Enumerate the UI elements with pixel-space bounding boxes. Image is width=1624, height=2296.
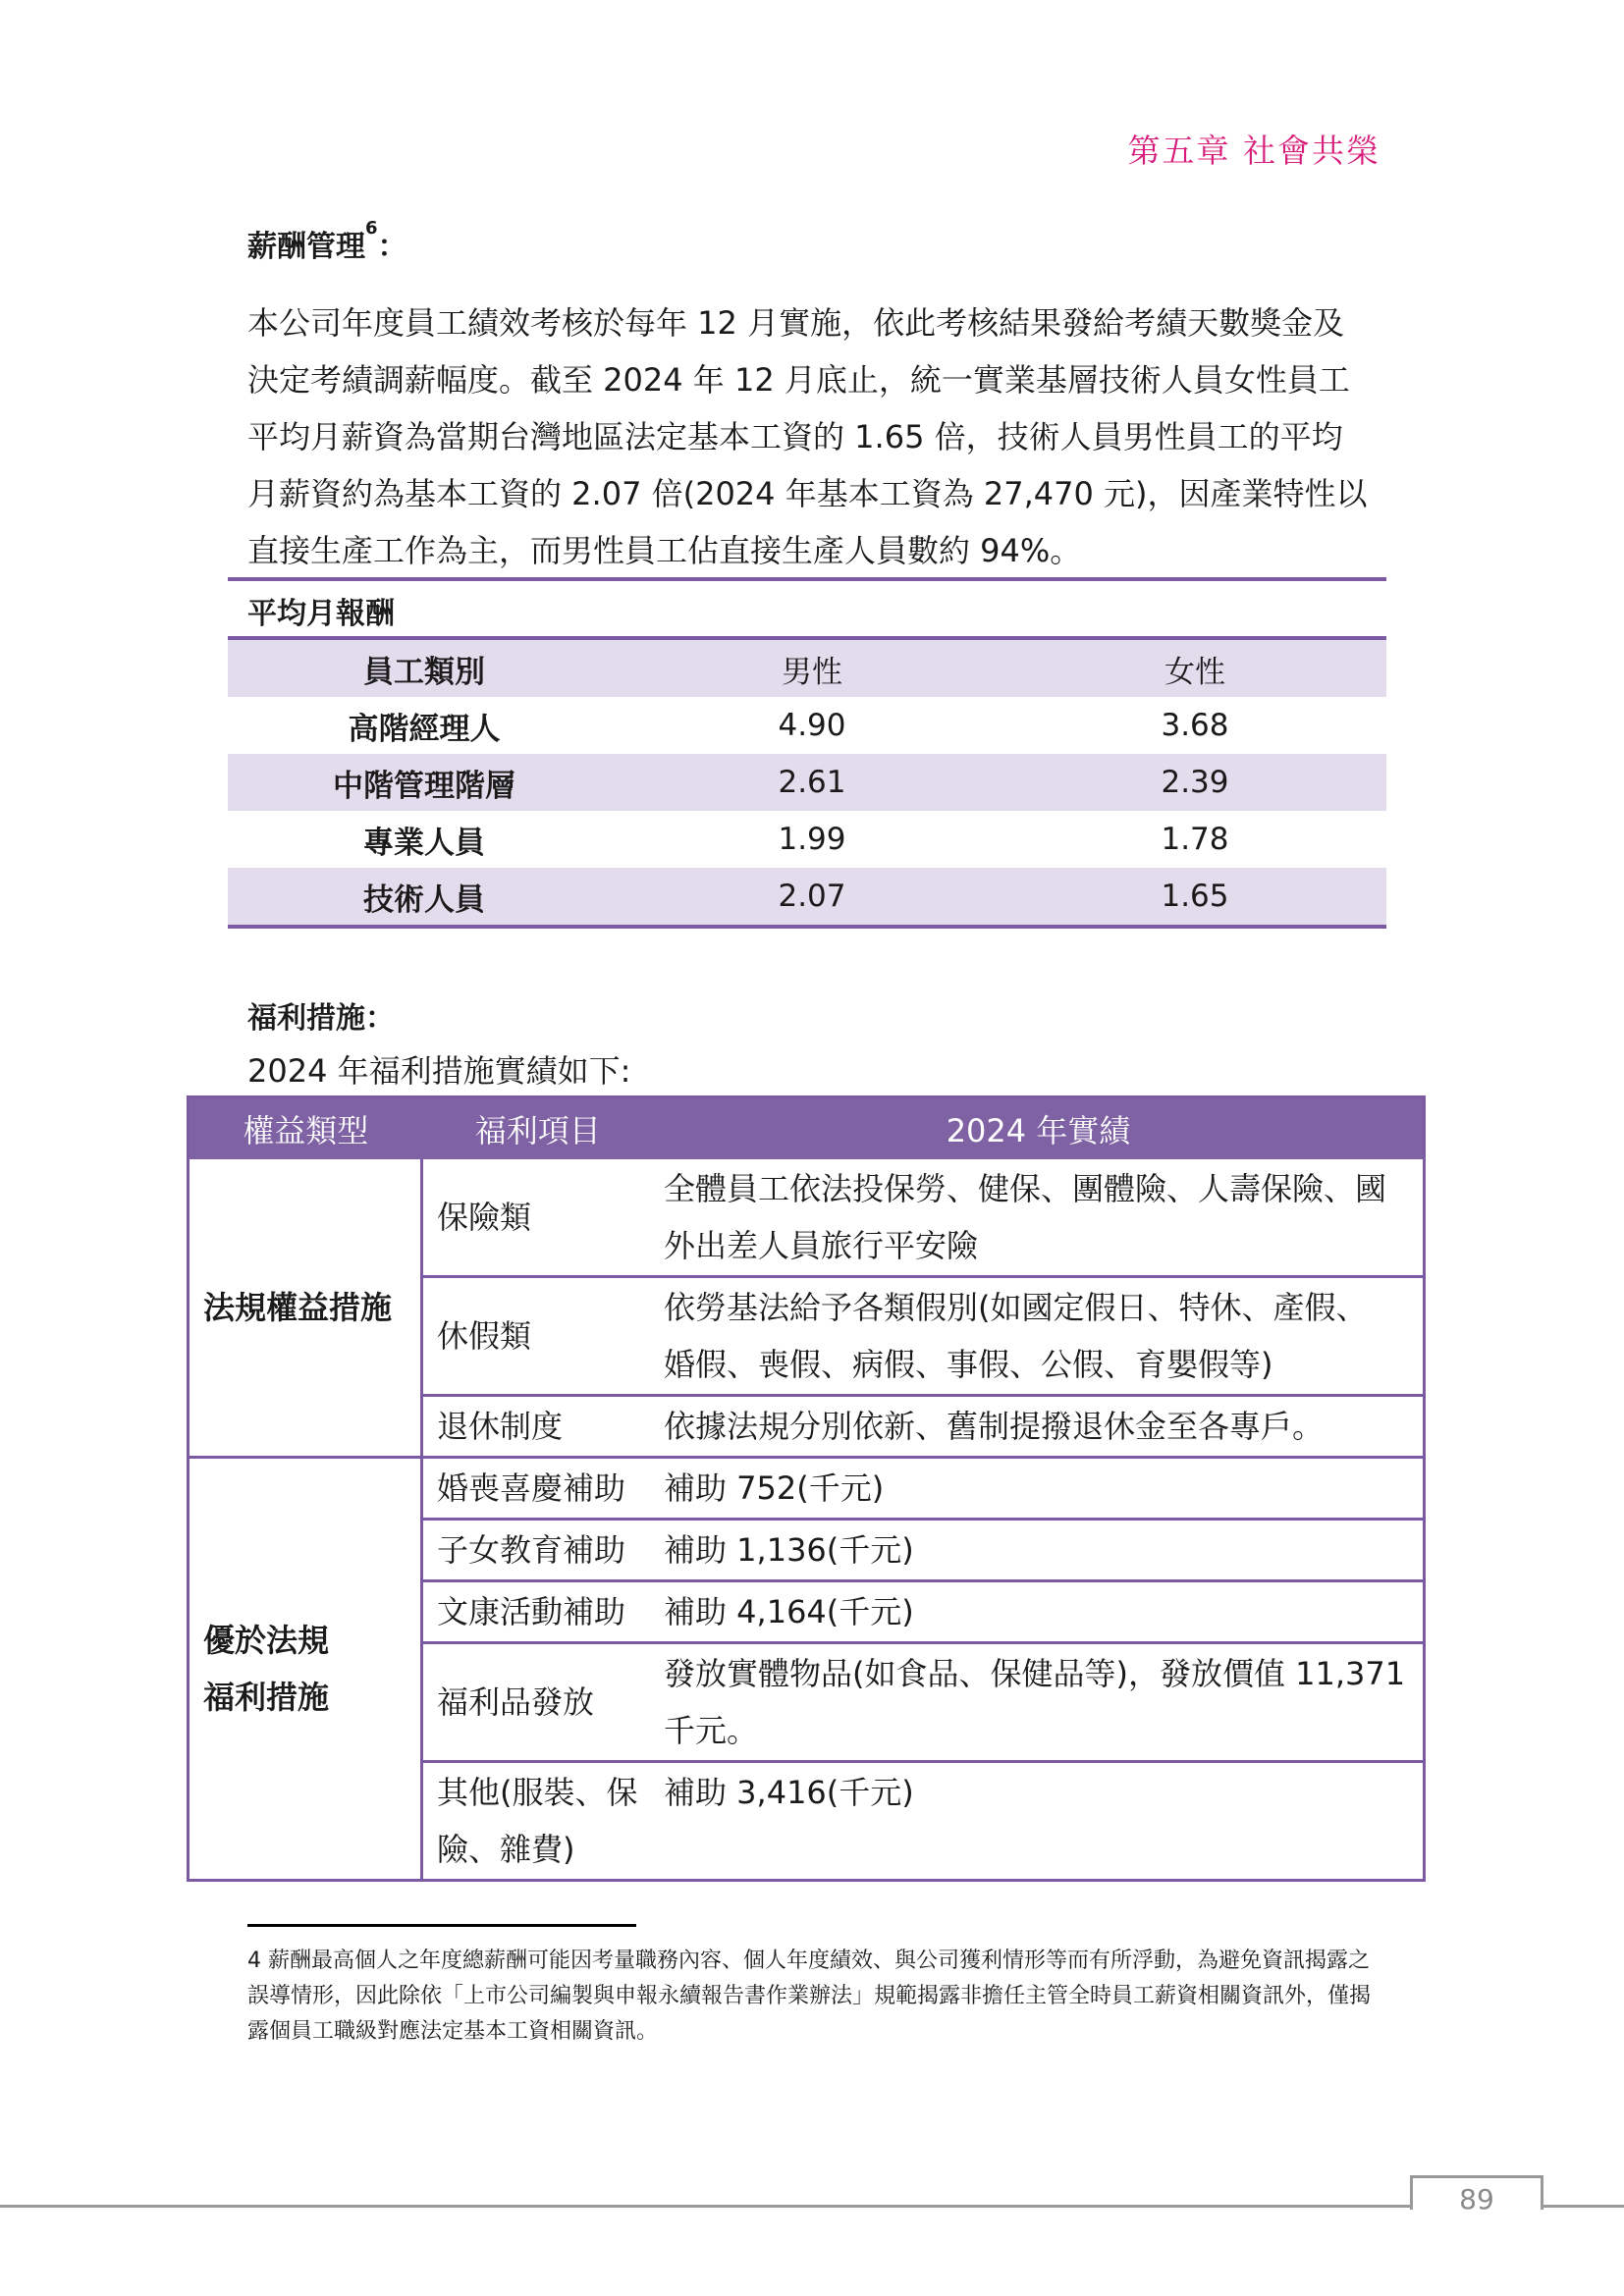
result-cell: 補助 3,416(千元): [654, 1762, 1425, 1881]
result-line: 依勞基法給予各類假別(如國定假日、特休、產假、: [664, 1289, 1368, 1326]
result-cell: [654, 1396, 1425, 1458]
category-cell: 法規權益措施: [189, 1159, 422, 1458]
footer-rule: [0, 2205, 1624, 2208]
row-label: 專業人員: [363, 825, 485, 861]
category-cell: [189, 1458, 422, 1881]
item-line: 險、雜費): [437, 1831, 575, 1868]
row-label: 高階經理人: [348, 711, 501, 747]
item-cell: 福利品發放: [422, 1643, 655, 1762]
footnote-line: 誤導情形，因此除依「上市公司編製與申報永續報告書作業辦法」規範揭露非擔任主管全時員工薪資相關資訊外，僅揭: [247, 1984, 1372, 2008]
header-cell: 員工類別: [363, 654, 485, 690]
benefits-intro: 2024 年福利措施實績如下:: [247, 1052, 631, 1090]
male-value: 1.99: [778, 822, 846, 857]
paragraph-line: 月薪資約為基本工資的 2.07 倍(2024 年基本工資為 27,470 元)，因產業特性以: [247, 475, 1368, 512]
item-cell: 子女教育補助: [422, 1520, 655, 1581]
footnote: [247, 1944, 1386, 2050]
salary-heading-text: 薪酬管理: [247, 230, 365, 264]
table-row: [189, 1159, 1425, 1277]
table-row: [189, 1458, 1425, 1520]
result-cell: [654, 1159, 1425, 1277]
item-cell: 文康活動補助: [422, 1581, 655, 1643]
table-row: [228, 811, 1386, 868]
male-value: 2.61: [778, 765, 846, 800]
header-cell: 福利項目: [422, 1097, 655, 1160]
result-line: 發放實體物品(如食品、保健品等)，發放價值 11,371: [664, 1655, 1406, 1692]
footnote-line: 4 薪酬最高個人之年度總薪酬可能因考量職務內容、個人年度績效、與公司獲利情形等而有所浮動，為避免資訊揭露之: [247, 1949, 1370, 1973]
result-cell: 補助 1,136(千元): [654, 1520, 1425, 1581]
item-cell: 婚喪喜慶補助: [422, 1458, 655, 1520]
header-cell: 權益類型: [189, 1097, 422, 1160]
male-value: 2.07: [778, 879, 846, 914]
result-cell: 補助 752(千元): [654, 1458, 1425, 1520]
table-header-row: [189, 1097, 1425, 1160]
item-cell: [422, 1762, 655, 1881]
paragraph-line: 本公司年度員工績效考核於每年 12 月實施，依此考核結果發給考績天數獎金及: [247, 304, 1345, 342]
table-row: [228, 754, 1386, 811]
female-value: 1.65: [1161, 879, 1229, 914]
category-line: 福利措施: [203, 1679, 330, 1716]
table-header-row: [228, 638, 1386, 697]
item-cell: 休假類: [422, 1277, 655, 1396]
female-value: 2.39: [1161, 765, 1229, 800]
row-label: 中階管理階層: [333, 768, 515, 804]
table-row: [228, 697, 1386, 754]
benefits-table: [187, 1095, 1426, 1882]
pay-table-title: 平均月報酬: [247, 597, 395, 631]
item-cell: 保險類: [422, 1159, 655, 1277]
result-line: 婚假、喪假、病假、事假、公假、育嬰假等): [664, 1346, 1273, 1383]
row-label: 技術人員: [363, 881, 485, 918]
footnote-divider: [247, 1924, 636, 1927]
result-line: 外出差人員旅行平安險: [664, 1227, 979, 1264]
female-value: 3.68: [1161, 708, 1229, 743]
benefits-heading: 福利措施：: [247, 1001, 395, 1036]
female-value: 1.78: [1161, 822, 1229, 857]
result-cell: [654, 1277, 1425, 1396]
result-line: 依據法規分別依新、舊制提撥退休金至各專戶。: [664, 1408, 1325, 1445]
header-cell: 男性: [782, 654, 842, 690]
header-cell: 女性: [1164, 654, 1225, 690]
category-line: 優於法規: [203, 1622, 330, 1659]
paragraph-line: 決定考績調薪幅度。截至 2024 年 12 月底止，統一實業基層技術人員女性員工: [247, 361, 1350, 399]
result-line: 全體員工依法投保勞、健保、團體險、人壽保險、國: [664, 1170, 1387, 1207]
salary-heading: [247, 218, 407, 265]
average-pay-table: [228, 636, 1386, 929]
salary-paragraph: [247, 294, 1386, 579]
salary-heading-suffix: ：: [377, 230, 407, 264]
page-number: 89: [1410, 2175, 1543, 2210]
footnote-ref: 6: [365, 218, 378, 239]
table-row: [228, 868, 1386, 927]
item-cell: 退休制度: [422, 1396, 655, 1458]
section-divider: [228, 577, 1386, 581]
result-line: 千元。: [664, 1712, 759, 1749]
male-value: 4.90: [778, 708, 846, 743]
header-cell: 2024 年實績: [654, 1097, 1425, 1160]
paragraph-line: 平均月薪資為當期台灣地區法定基本工資的 1.65 倍，技術人員男性員工的平均: [247, 418, 1343, 455]
result-cell: [654, 1643, 1425, 1762]
result-cell: 補助 4,164(千元): [654, 1581, 1425, 1643]
chapter-header: 第五章 社會共榮: [1127, 132, 1380, 170]
footnote-line: 露個員工職級對應法定基本工資相關資訊。: [247, 2019, 659, 2044]
paragraph-line: 直接生產工作為主，而男性員工佔直接生產人員數約 94%。: [247, 532, 1082, 569]
item-line: 其他(服裝、保: [437, 1774, 638, 1811]
